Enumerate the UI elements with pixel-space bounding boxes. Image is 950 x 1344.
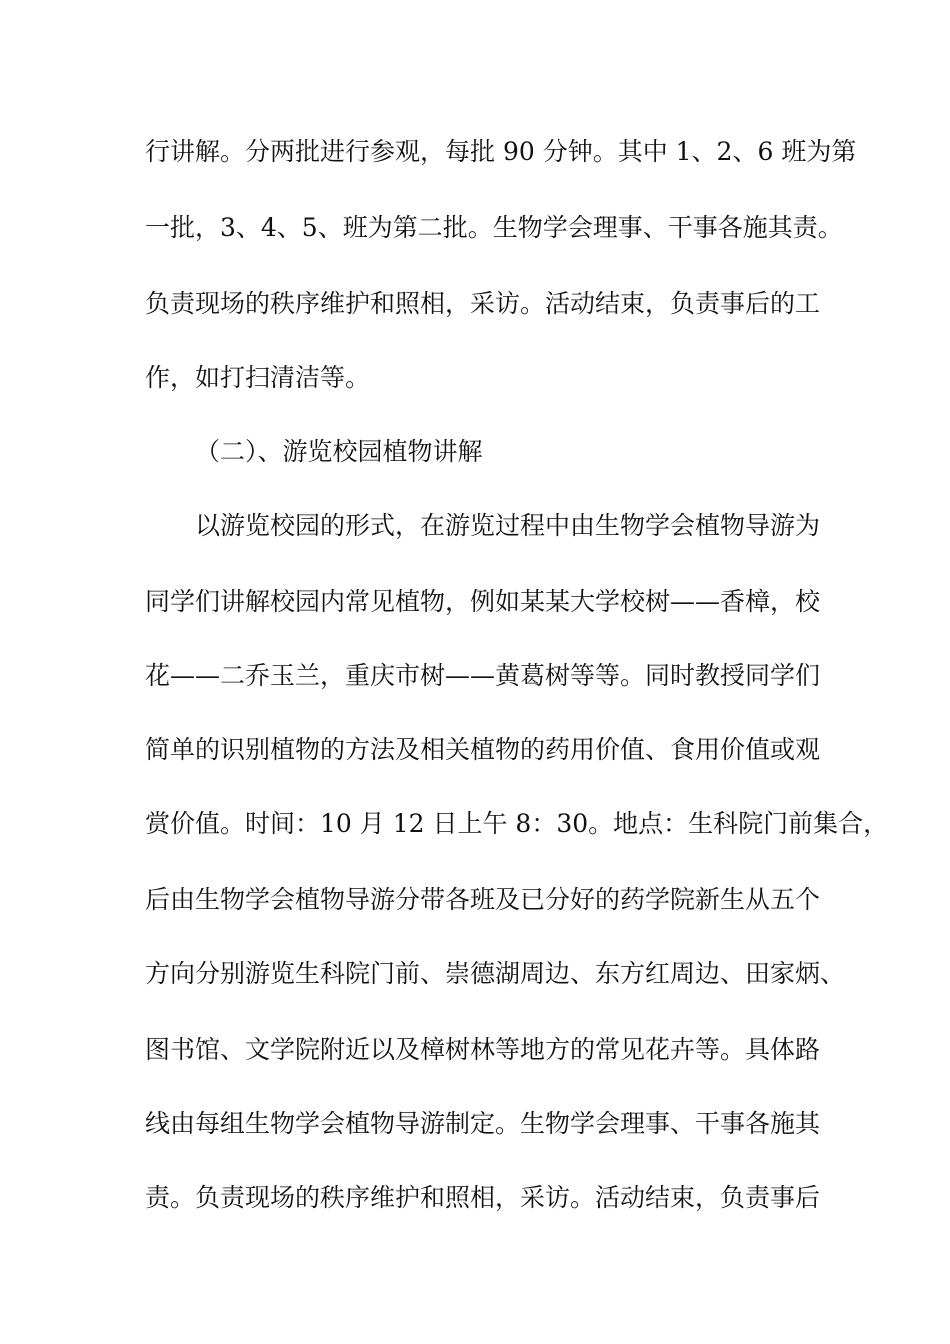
- text-line: 作，如打扫清洁等。: [145, 363, 371, 392]
- text-line: 负责现场的秩序维护和照相，采访。活动结束，负责事后的工: [145, 289, 821, 318]
- text-line: 线由每组生物学会植物导游制定。生物学会理事、干事各施其: [145, 1109, 821, 1138]
- text-line: 花——二乔玉兰，重庆市树——黄葛树等等。同时教授同学们: [145, 661, 821, 690]
- text-line: 行讲解。分两批进行参观，每批 90 分钟。其中 1、2、6 班为第: [145, 137, 857, 166]
- text-line: 一批，3、4、5、班为第二批。生物学会理事、干事各施其责。: [145, 213, 843, 242]
- text-line: 后由生物学会植物导游分带各班及已分好的药学院新生从五个: [145, 885, 821, 914]
- text-line: 赏价值。时间：10 月 12 日上午 8：30。地点：生科院门前集合，: [145, 809, 889, 838]
- text-line: 图书馆、文学院附近以及樟树林等地方的常见花卉等。具体路: [145, 1035, 821, 1064]
- text-line: 责。负责现场的秩序维护和照相，采访。活动结束，负责事后: [145, 1183, 821, 1212]
- text-line: 方向分别游览生科院门前、崇德湖周边、东方红周边、田家炳、: [145, 959, 846, 988]
- text-line: 同学们讲解校园内常见植物，例如某某大学校树——香樟，校: [145, 587, 821, 616]
- section-heading: （二）、游览校园植物讲解: [195, 437, 483, 466]
- text-line: 简单的识别植物的方法及相关植物的药用价值、食用价值或观: [145, 735, 821, 764]
- paragraph-first-line: 以游览校园的形式，在游览过程中由生物学会植物导游为: [195, 511, 821, 540]
